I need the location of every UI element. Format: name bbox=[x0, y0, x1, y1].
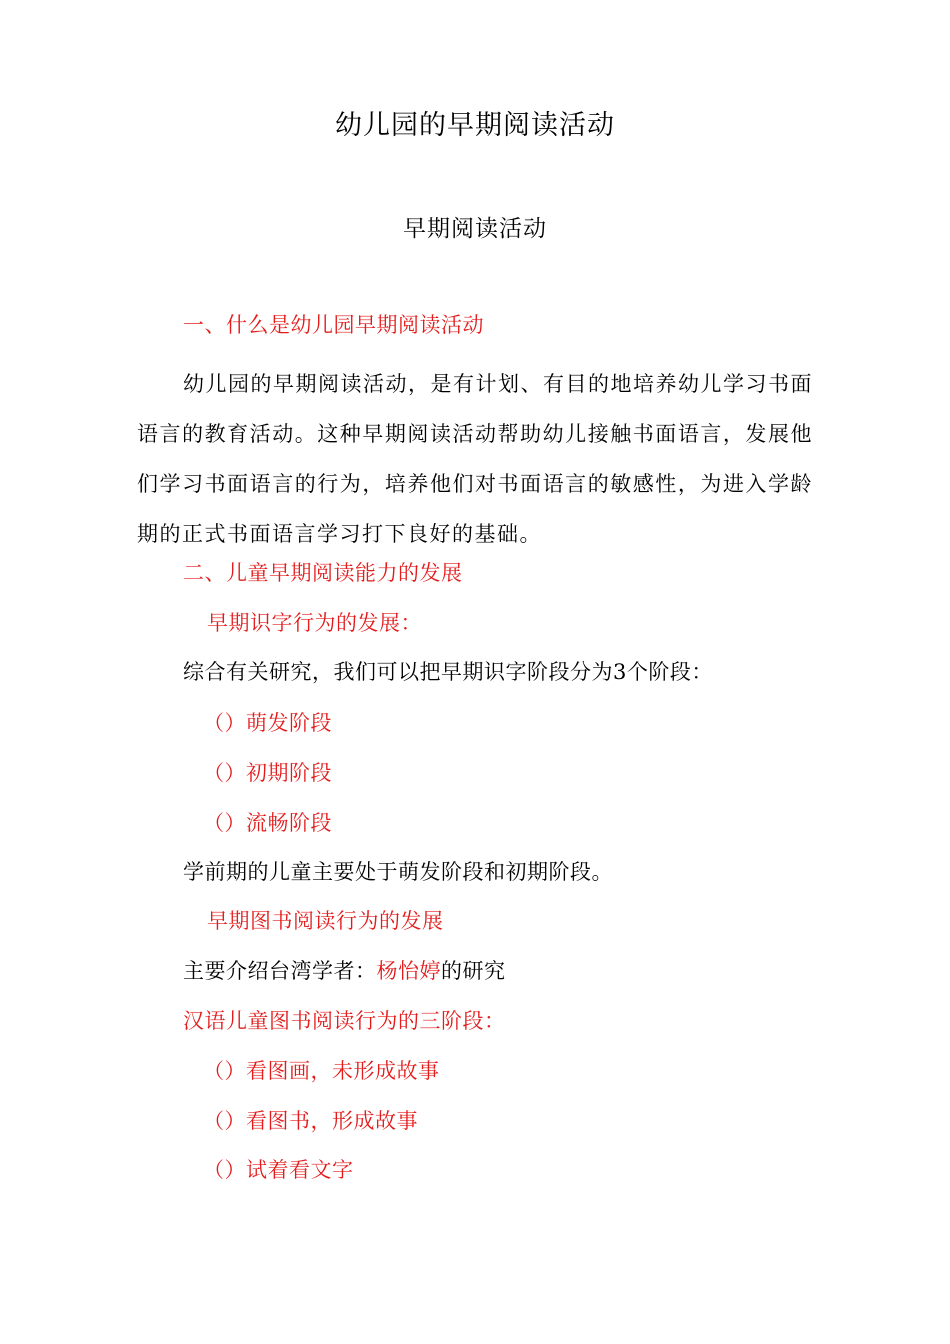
sub2-heading: 早期图书阅读行为的发展 bbox=[207, 909, 444, 933]
sub1-conclusion: 学前期的儿童主要处于萌发阶段和初期阶段。 bbox=[183, 860, 613, 884]
researcher-name: 杨怡婷 bbox=[376, 959, 441, 983]
document-title: 幼儿园的早期阅读活动 bbox=[335, 110, 615, 141]
sub2-intro-prefix: 主要介绍台湾学者： bbox=[183, 959, 377, 983]
section2-heading: 二、儿童早期阅读能力的发展 bbox=[183, 561, 463, 585]
sub2-item-3: （）试着看文字 bbox=[203, 1158, 354, 1182]
sub2-item-1: （）看图画，未形成故事 bbox=[203, 1059, 440, 1083]
sub1-heading: 早期识字行为的发展： bbox=[207, 611, 422, 635]
section1-paragraph: 幼儿园的早期阅读活动，是有计划、有目的地培养幼儿学习书面语言的教育活动。这种早期阅读活动帮助幼儿接触书面语言，发展他们学习书面语言的行为，培养他们对书面语言的敏感性，为进入学龄期的正式书面语言学习打下良好的基础。 bbox=[137, 372, 813, 546]
document-subtitle: 早期阅读活动 bbox=[403, 216, 547, 242]
sub2-intro-suffix: 的研究 bbox=[441, 959, 506, 983]
sub1-item-1: （）萌发阶段 bbox=[203, 711, 332, 735]
sub1-item-3: （）流畅阶段 bbox=[203, 811, 332, 835]
sub1-intro: 综合有关研究，我们可以把早期识字阶段分为3个阶段： bbox=[183, 660, 713, 684]
sub2-item-2: （）看图书，形成故事 bbox=[203, 1109, 418, 1133]
sub1-item-2: （）初期阶段 bbox=[203, 761, 332, 785]
sub2-intro bbox=[183, 956, 506, 986]
sub2-stages-heading: 汉语儿童图书阅读行为的三阶段： bbox=[183, 1009, 506, 1033]
section1-heading: 一、什么是幼儿园早期阅读活动 bbox=[183, 313, 484, 337]
